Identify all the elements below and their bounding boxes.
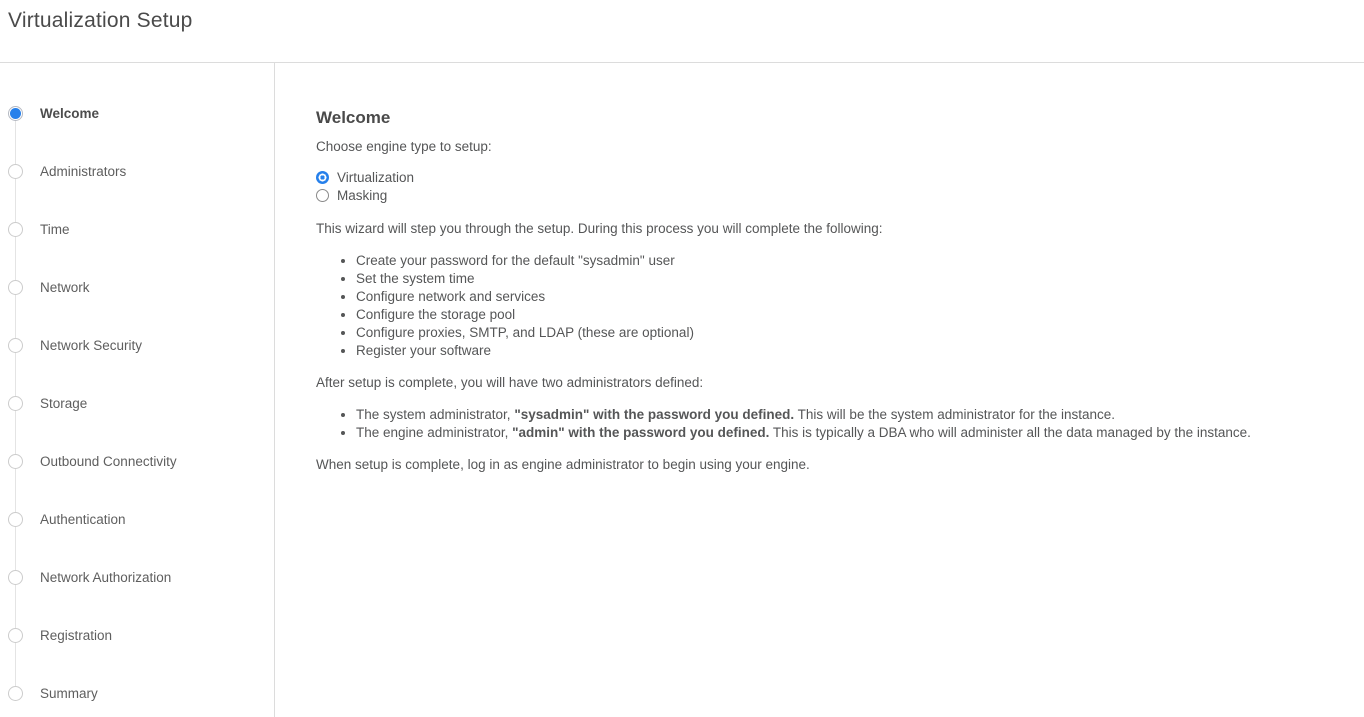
step-administrators[interactable] [0, 142, 274, 200]
panel-heading: Welcome [316, 108, 391, 127]
step-label: Network Security [40, 337, 143, 353]
step-radio-icon [8, 222, 23, 237]
step-radio-icon [8, 628, 23, 643]
choose-engine-label: Choose engine type to setup: [316, 139, 492, 154]
masking-radio-label: Masking [337, 187, 388, 203]
setup-task-item: • Configure the storage pool [356, 306, 1324, 324]
setup-stepper-sidebar [0, 63, 275, 717]
step-label: Registration [40, 627, 113, 643]
step-radio-icon [8, 280, 23, 295]
setup-task-item: • Create your password for the default "sysadmin" user [356, 252, 1324, 270]
step-label: Network [40, 279, 90, 295]
step-time[interactable] [0, 200, 274, 258]
step-network[interactable] [0, 258, 274, 316]
wizard-intro-text: This wizard will step you through the setup. During this process you will complete the following: [316, 221, 883, 236]
step-label: Time [40, 221, 70, 237]
setup-task-item: • Set the system time [356, 270, 1324, 288]
step-radio-icon [8, 686, 23, 701]
step-radio-icon [8, 570, 23, 585]
admins-intro-text: After setup is complete, you will have two administrators defined: [316, 375, 704, 390]
step-label: Administrators [40, 163, 127, 179]
setup-task-item: • Configure proxies, SMTP, and LDAP (these are optional) [356, 324, 1324, 342]
step-outbound-connectivity[interactable] [0, 432, 274, 490]
radio-unselected-icon [316, 189, 329, 202]
step-radio-icon [8, 512, 23, 527]
page-title: Virtualization Setup [8, 9, 193, 32]
setup-task-item: • Configure network and services [356, 288, 1324, 306]
step-radio-icon [8, 106, 23, 121]
system-admin-item: • The system administrator, "sysadmin" with the password you defined. This will be the system administrator for the instance. [356, 406, 1324, 424]
masking-radio[interactable] [316, 186, 1324, 204]
welcome-panel [275, 63, 1364, 717]
step-authentication[interactable] [0, 490, 274, 548]
page-header [0, 0, 1364, 63]
virtualization-radio-label: Virtualization [337, 169, 415, 185]
setup-tasks-list [316, 252, 1324, 360]
engine-type-radio-group [316, 168, 1324, 204]
step-label: Summary [40, 685, 98, 701]
step-label: Storage [40, 395, 88, 411]
radio-selected-icon [316, 171, 329, 184]
administrators-list [316, 406, 1324, 442]
engine-admin-item: • The engine administrator, "admin" with the password you defined. This is typically a DBA who will administer all the data managed by the instance. [356, 424, 1324, 442]
step-radio-icon [8, 454, 23, 469]
step-welcome[interactable] [0, 84, 274, 142]
step-network-security[interactable] [0, 316, 274, 374]
step-radio-icon [8, 164, 23, 179]
virtualization-radio[interactable] [316, 168, 1324, 186]
step-label: Authentication [40, 511, 126, 527]
step-registration[interactable] [0, 606, 274, 664]
step-storage[interactable] [0, 374, 274, 432]
step-radio-icon [8, 338, 23, 353]
setup-task-item: • Register your software [356, 342, 1324, 360]
step-radio-icon [8, 396, 23, 411]
step-label: Welcome [40, 105, 100, 121]
step-network-authorization[interactable] [0, 548, 274, 606]
step-label: Network Authorization [40, 569, 172, 585]
step-summary[interactable] [0, 664, 274, 717]
outro-text: When setup is complete, log in as engine administrator to begin using your engine. [316, 457, 810, 472]
main-layout [0, 63, 1364, 717]
step-label: Outbound Connectivity [40, 453, 177, 469]
